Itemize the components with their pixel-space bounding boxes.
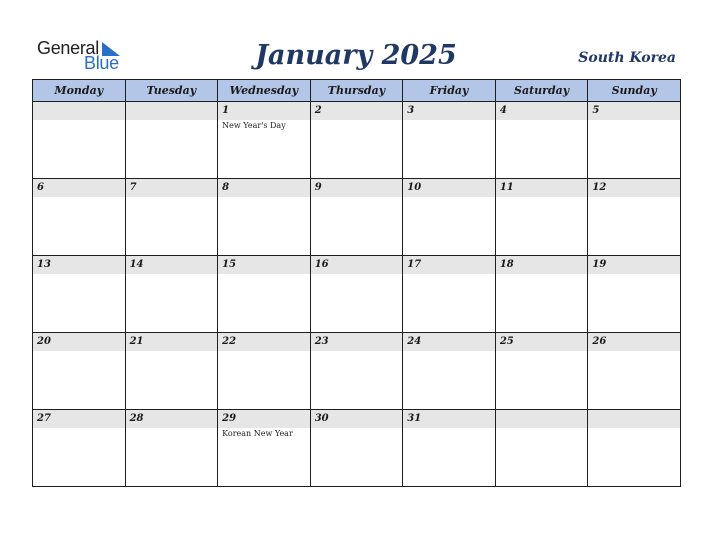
day-number: 1: [218, 102, 310, 120]
day-number: 21: [126, 333, 218, 351]
day-number: 4: [496, 102, 588, 120]
day-number: [126, 102, 218, 120]
day-cell: [588, 179, 681, 256]
day-cell: [125, 102, 218, 179]
day-cell: [495, 256, 588, 333]
day-cell: [310, 102, 403, 179]
day-number: 8: [218, 179, 310, 197]
day-number: 27: [33, 410, 125, 428]
day-number: 10: [403, 179, 495, 197]
day-cell: [218, 410, 311, 487]
weekday-header: Friday: [403, 80, 496, 102]
week-row: [33, 179, 681, 256]
day-cell: [495, 410, 588, 487]
day-cell: [495, 333, 588, 410]
day-cell: [588, 333, 681, 410]
day-cell: [588, 410, 681, 487]
day-cell: [403, 333, 496, 410]
week-row: [33, 102, 681, 179]
day-cell: [310, 333, 403, 410]
day-cell: [403, 410, 496, 487]
day-cell: [403, 102, 496, 179]
weekday-header: Monday: [33, 80, 126, 102]
day-number: 23: [311, 333, 403, 351]
day-number: 29: [218, 410, 310, 428]
day-number: 12: [588, 179, 680, 197]
day-cell: [33, 410, 126, 487]
day-number: 22: [218, 333, 310, 351]
day-cell: [125, 333, 218, 410]
day-number: 13: [33, 256, 125, 274]
day-cell: [588, 102, 681, 179]
day-cell: [310, 179, 403, 256]
day-cell: [33, 102, 126, 179]
day-cell: [33, 179, 126, 256]
day-cell: [218, 179, 311, 256]
day-number: 3: [403, 102, 495, 120]
weekday-header: Sunday: [588, 80, 681, 102]
day-number: 20: [33, 333, 125, 351]
day-cell: [33, 256, 126, 333]
day-number: 25: [496, 333, 588, 351]
holiday-label: Korean New Year: [222, 429, 293, 438]
day-number: 24: [403, 333, 495, 351]
week-row: [33, 256, 681, 333]
weekday-header: Thursday: [310, 80, 403, 102]
day-number: 26: [588, 333, 680, 351]
weekday-header: Wednesday: [218, 80, 311, 102]
holiday-label: New Year's Day: [222, 121, 286, 130]
weekday-header: Saturday: [495, 80, 588, 102]
day-cell: [33, 333, 126, 410]
logo-text-general: General: [37, 38, 99, 58]
day-number: [33, 102, 125, 120]
day-number: 7: [126, 179, 218, 197]
day-cell: [125, 179, 218, 256]
day-number: 31: [403, 410, 495, 428]
day-number: 18: [496, 256, 588, 274]
day-cell: [218, 256, 311, 333]
day-number: 2: [311, 102, 403, 120]
day-cell: [588, 256, 681, 333]
calendar-grid: [32, 79, 681, 487]
week-row: [33, 410, 681, 487]
day-number: [588, 410, 680, 428]
weekday-header: Tuesday: [125, 80, 218, 102]
weekday-header-row: [33, 80, 681, 102]
day-number: 28: [126, 410, 218, 428]
logo-text-blue: Blue: [84, 53, 119, 73]
day-number: [496, 410, 588, 428]
day-number: 14: [126, 256, 218, 274]
day-number: 17: [403, 256, 495, 274]
day-number: 6: [33, 179, 125, 197]
day-number: 5: [588, 102, 680, 120]
day-number: 11: [496, 179, 588, 197]
day-cell: [125, 410, 218, 487]
day-cell: [495, 102, 588, 179]
day-cell: [218, 333, 311, 410]
day-cell: [310, 256, 403, 333]
calendar-title: January 2025: [255, 40, 457, 71]
day-cell: [125, 256, 218, 333]
day-cell: [495, 179, 588, 256]
country-label: South Korea: [578, 50, 676, 66]
day-number: 19: [588, 256, 680, 274]
day-cell: [310, 410, 403, 487]
day-cell: [403, 256, 496, 333]
day-cell: [218, 102, 311, 179]
day-cell: [403, 179, 496, 256]
day-number: 30: [311, 410, 403, 428]
day-number: 15: [218, 256, 310, 274]
day-number: 9: [311, 179, 403, 197]
day-number: 16: [311, 256, 403, 274]
week-row: [33, 333, 681, 410]
